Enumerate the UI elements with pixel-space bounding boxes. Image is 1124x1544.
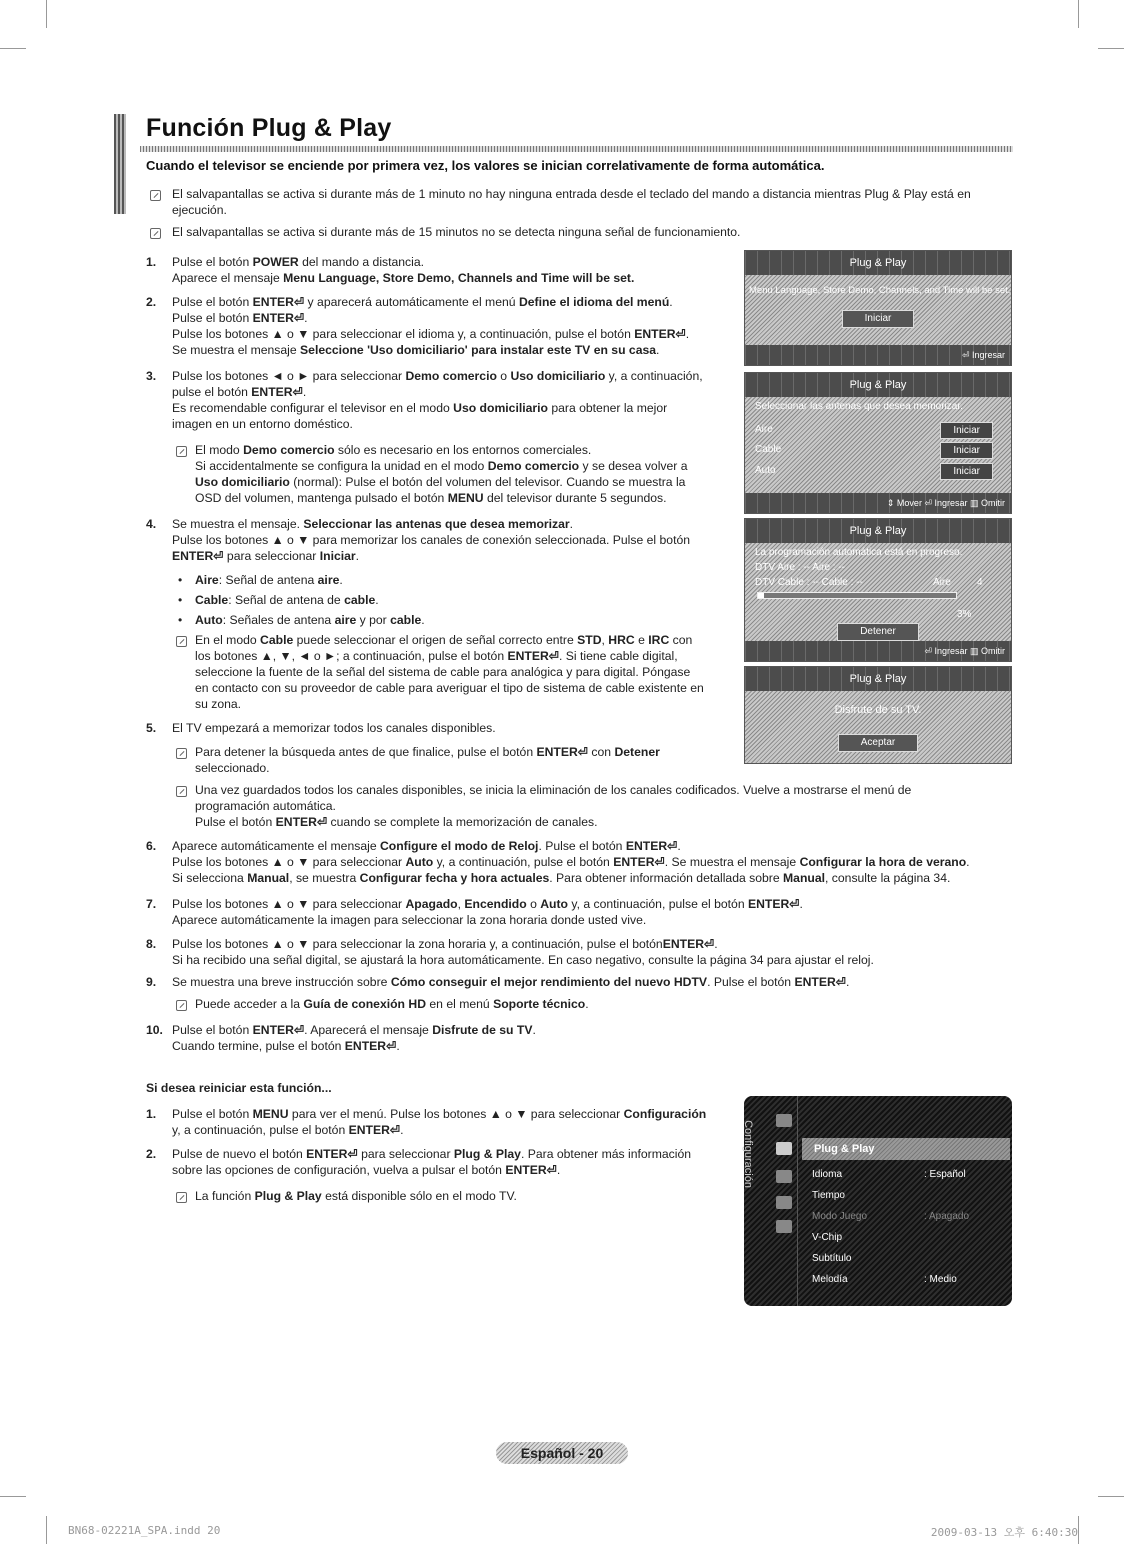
picture-icon: [776, 1114, 792, 1127]
antenna-label: Auto: [755, 465, 776, 476]
note-text: los botones ▲, ▼, ◄ o ►; a continuación, pulse el botón ENTER⏎. Si tiene cable digital,: [195, 649, 678, 663]
note-icon: [176, 636, 187, 647]
tv-screen-message: Disfrute de su TV.: [834, 704, 922, 716]
tv-start-button[interactable]: Iniciar: [940, 463, 993, 480]
title-rule: [140, 146, 1013, 152]
tv-screen-message: Menu Language, Store Demo, Channels, and Time will be set.: [749, 285, 1011, 296]
setup-gear-icon: [776, 1142, 792, 1155]
antenna-row-auto[interactable]: [745, 462, 1011, 480]
step-number: 2.: [146, 295, 157, 309]
menu-item-time[interactable]: [812, 1187, 1002, 1205]
step-text: Pulse los botones ▲ o ▼ para seleccionar el idioma y, a continuación, pulse el botón ENTER⏎.: [172, 327, 690, 341]
antenna-row-air[interactable]: [745, 421, 1011, 439]
step-number: 1.: [146, 255, 157, 269]
step-text: Pulse los botones ▲ o ▼ para memorizar los canales de conexión seleccionada. Pulse el botón: [172, 533, 691, 547]
note-text: seleccione la fuente de la señal del sistema de cable para analógica y para digital. Póngase: [195, 665, 691, 679]
step-number: 5.: [146, 721, 157, 735]
note-icon: [176, 1000, 187, 1011]
tv-current-antenna: Aire: [933, 577, 951, 588]
step-text: Se muestra el mensaje Seleccione 'Uso domiciliario' para instalar este TV en su casa.: [172, 343, 660, 357]
note-text: En el modo Cable puede seleccionar el origen de señal correcto entre STD, HRC e IRC con: [195, 633, 693, 647]
step-number: 6.: [146, 839, 157, 853]
tv-dtv-cable-count: [745, 575, 1011, 590]
step-number: 4.: [146, 517, 157, 531]
crop-mark: [0, 48, 26, 49]
note-icon: [176, 446, 187, 457]
step-text: sobre las opciones de configuración, vuelva a pulsar el botón ENTER⏎.: [172, 1163, 561, 1177]
crop-mark: [46, 0, 47, 28]
section-heading: Si desea reiniciar esta función...: [146, 1081, 332, 1095]
step-text: Es recomendable configurar el televisor en el modo Uso domiciliario para obtener la mejor: [172, 401, 668, 415]
note-text: El modo Demo comercio sólo es necesario en los entornos comerciales.: [195, 443, 592, 457]
menu-item-label: V-Chip: [812, 1232, 843, 1243]
step-text: El TV empezará a memorizar todos los canales disponibles.: [172, 721, 496, 735]
tv-screen-title: Plug & Play: [745, 251, 1011, 275]
note-text: Una vez guardados todos los canales disponibles, se inicia la eliminación de los canales codificados. Vuelve a mostrarse el menú de: [195, 783, 912, 797]
menu-item-value: : Medio: [924, 1274, 957, 1285]
step-text: Pulse el botón POWER del mando a distancia.: [172, 255, 425, 269]
tv-setup-menu: [741, 1096, 1012, 1306]
note-text: su zona.: [195, 697, 242, 711]
step-text: Pulse el botón ENTER⏎. Aparecerá el mensaje Disfrute de su TV.: [172, 1023, 536, 1037]
step-number: 3.: [146, 369, 157, 383]
note-text: Pulse el botón ENTER⏎ cuando se complete la memorización de canales.: [195, 815, 598, 829]
note-icon: [150, 190, 161, 201]
tv-start-button[interactable]: Iniciar: [842, 310, 915, 328]
step-text: Si selecciona Manual, se muestra Configurar fecha y hora actuales. Para obtener información detallada sobre Manual, consulte la página 34.: [172, 871, 951, 885]
bullet-text: Auto: Señales de antena aire y por cable.: [195, 613, 425, 627]
antenna-label: Aire: [755, 424, 773, 435]
tv-dtv-cable-text: DTV Cable : -- Cable : --: [755, 577, 863, 588]
step-number: 7.: [146, 897, 157, 911]
menu-item-language[interactable]: [812, 1166, 1002, 1184]
tv-progress-fill: [758, 593, 764, 598]
tv-progress-bar: [757, 592, 957, 599]
antenna-label: Cable: [755, 444, 782, 455]
tv-screen-title: Plug & Play: [745, 373, 1011, 397]
note-text: El salvapantallas se activa si durante más de 1 minuto no hay ninguna entrada desde el teclado del mando a distancia mientras Plug & Play está en: [172, 187, 971, 201]
crop-mark: [1078, 1516, 1079, 1544]
menu-item-value: : Apagado: [924, 1211, 970, 1222]
step-text: Pulse el botón MENU para ver el menú. Pulse los botones ▲ o ▼ para seleccionar Configuración: [172, 1107, 707, 1121]
note-icon: [176, 786, 187, 797]
note-text: El salvapantallas se activa si durante más de 15 minutos no se detecta ninguna señal de funcionamiento.: [172, 225, 741, 239]
tv-start-button[interactable]: Iniciar: [940, 422, 993, 439]
tv-screen-enjoy: [744, 666, 1012, 764]
print-timestamp: 2009-03-13 오후 6:40:30: [930, 1526, 1078, 1539]
bullet-icon: •: [178, 573, 183, 587]
step-text: Cuando termine, pulse el botón ENTER⏎.: [172, 1039, 400, 1053]
antenna-row-cable[interactable]: [745, 441, 1011, 459]
step-text: Se muestra una breve instrucción sobre Cómo conseguir el mejor rendimiento del nuevo HDTV. Pulse el botón ENTER⏎.: [172, 975, 850, 989]
step-text: Pulse los botones ▲ o ▼ para seleccionar la zona horaria y, a continuación, pulse el botónENTER⏎.: [172, 937, 718, 951]
note-text: Uso domiciliario (normal): Pulse el botón del volumen del televisor. Cuando se muestra la: [195, 475, 686, 489]
step-number: 1.: [146, 1107, 157, 1121]
tv-ok-button[interactable]: Aceptar: [838, 734, 918, 752]
tv-progress-message: La programación automática está en progreso.: [755, 547, 963, 558]
step-text: Se muestra el mensaje. Seleccionar las antenas que desea memorizar.: [172, 517, 574, 531]
menu-category-label: Configuración: [741, 1120, 754, 1188]
note-text: ejecución.: [172, 203, 227, 217]
note-text: Puede acceder a la Guía de conexión HD en el menú Soporte técnico.: [195, 997, 589, 1011]
tv-dtv-air-count: DTV Aire : -- Aire : --: [755, 562, 846, 573]
bullet-text: Aire: Señal de antena aire.: [195, 573, 343, 587]
tv-screen-progress: [744, 518, 1012, 662]
step-text: Aparece automáticamente el mensaje Configure el modo de Reloj. Pulse el botón ENTER⏎.: [172, 839, 681, 853]
input-icon: [776, 1170, 792, 1183]
menu-item-label: Modo Juego: [812, 1211, 868, 1222]
note-text: La función Plug & Play está disponible sólo en el modo TV.: [195, 1189, 517, 1203]
step-text: Si ha recibido una señal digital, se ajustará la hora automáticamente. En caso negativo, consulte la página 34 para ajustar el reloj.: [172, 953, 874, 967]
print-filename: BN68-02221A_SPA.indd 20: [68, 1524, 221, 1537]
step-text: Pulse los botones ▲ o ▼ para seleccionar Apagado, Encendido o Auto y, a continuación, pulse el botón ENTER⏎.: [172, 897, 803, 911]
tv-start-button[interactable]: Iniciar: [940, 442, 993, 459]
menu-item-melody[interactable]: [812, 1271, 1002, 1289]
step-number: 8.: [146, 937, 157, 951]
tv-screen-antenna: [744, 372, 1012, 514]
crop-mark: [46, 1516, 47, 1544]
note-text: en contacto con su proveedor de cable para averiguar el tipo de sistema de cable existente en: [195, 681, 704, 695]
tv-screen-footer: ⏎ Ingresar: [745, 345, 1011, 365]
bullet-icon: •: [178, 613, 183, 627]
note-icon: [176, 1192, 187, 1203]
step-text: Pulse los botones ▲ o ▼ para seleccionar Auto y, a continuación, pulse el botón ENTER⏎. Se muestra el mensaje Configurar la hora de verano.: [172, 855, 970, 869]
tv-screen-footer: ⇕ Mover ⏎ Ingresar ▥ Omitir: [745, 493, 1011, 513]
note-text: Si accidentalmente se configura la unidad en el modo Demo comercio y se desea volver a: [195, 459, 688, 473]
bullet-text: Cable: Señal de antena de cable.: [195, 593, 379, 607]
menu-item-label: Melodía: [812, 1274, 848, 1285]
page-title: Función Plug & Play: [146, 114, 392, 142]
crop-mark: [1098, 48, 1124, 49]
tv-progress-percent: 3%: [957, 609, 972, 620]
step-text: Pulse los botones ◄ o ► para seleccionar Demo comercio o Uso domiciliario y, a continuación,: [172, 369, 703, 383]
tv-screen-message: Seleccionar las antenas que desea memorizar.: [755, 401, 963, 412]
crop-mark: [1078, 0, 1079, 28]
step-text: y, a continuación, pulse el botón ENTER⏎.: [172, 1123, 404, 1137]
step-number: 10.: [146, 1023, 163, 1037]
menu-item-subtitle[interactable]: [812, 1250, 1002, 1268]
step-number: 9.: [146, 975, 157, 989]
menu-item-label: Idioma: [812, 1169, 843, 1180]
menu-item-plug-and-play[interactable]: Plug & Play: [802, 1138, 1010, 1160]
step-text: Pulse el botón ENTER⏎ y aparecerá automáticamente el menú Define el idioma del menú.: [172, 295, 673, 309]
note-text: programación automática.: [195, 799, 336, 813]
step-text: Pulse de nuevo el botón ENTER⏎ para seleccionar Plug & Play. Para obtener más información: [172, 1147, 691, 1161]
menu-item-label: Tiempo: [812, 1190, 845, 1201]
application-icon: [776, 1196, 792, 1209]
title-accent-bar: [114, 114, 126, 214]
crop-mark: [0, 1496, 26, 1497]
step-number: 2.: [146, 1147, 157, 1161]
step-text: ENTER⏎ para seleccionar Iniciar.: [172, 549, 360, 563]
note-icon: [176, 748, 187, 759]
menu-item-game-mode[interactable]: [812, 1208, 1002, 1226]
tv-current-channel: 4: [977, 577, 983, 588]
tv-screen-title: Plug & Play: [745, 519, 1011, 543]
crop-mark: [1098, 1496, 1124, 1497]
step-text: Aparece el mensaje Menu Language, Store Demo, Channels and Time will be set.: [172, 271, 635, 285]
page-number-badge: Español - 20: [496, 1442, 628, 1464]
note-text: Para detener la búsqueda antes de que finalice, pulse el botón ENTER⏎ con Detener: [195, 745, 660, 759]
step-text: imagen en un entorno doméstico.: [172, 417, 353, 431]
tv-screen-title: Plug & Play: [745, 667, 1011, 691]
note-icon: [150, 228, 161, 239]
tv-screen-footer: ⏎ Ingresar ▥ Omitir: [745, 641, 1011, 661]
step-text: pulse el botón ENTER⏎.: [172, 385, 307, 399]
note-text: OSD del volumen, mantenga pulsado el botón MENU del televisor durante 5 segundos.: [195, 491, 667, 505]
menu-item-value: : Español: [924, 1169, 966, 1180]
support-icon: [776, 1220, 792, 1233]
menu-item-vchip[interactable]: [812, 1229, 1002, 1247]
intro-text: Cuando el televisor se enciende por primera vez, los valores se inician correlativamente de forma automática.: [146, 158, 825, 173]
step-text: Pulse el botón ENTER⏎.: [172, 311, 308, 325]
menu-item-label: Subtítulo: [812, 1253, 852, 1264]
bullet-icon: •: [178, 593, 183, 607]
note-text: seleccionado.: [195, 761, 270, 775]
tv-screen-plug-and-play: [744, 250, 1012, 366]
tv-stop-button[interactable]: Detener: [837, 623, 919, 641]
step-text: Aparece automáticamente la imagen para seleccionar la zona horaria donde usted vive.: [172, 913, 647, 927]
